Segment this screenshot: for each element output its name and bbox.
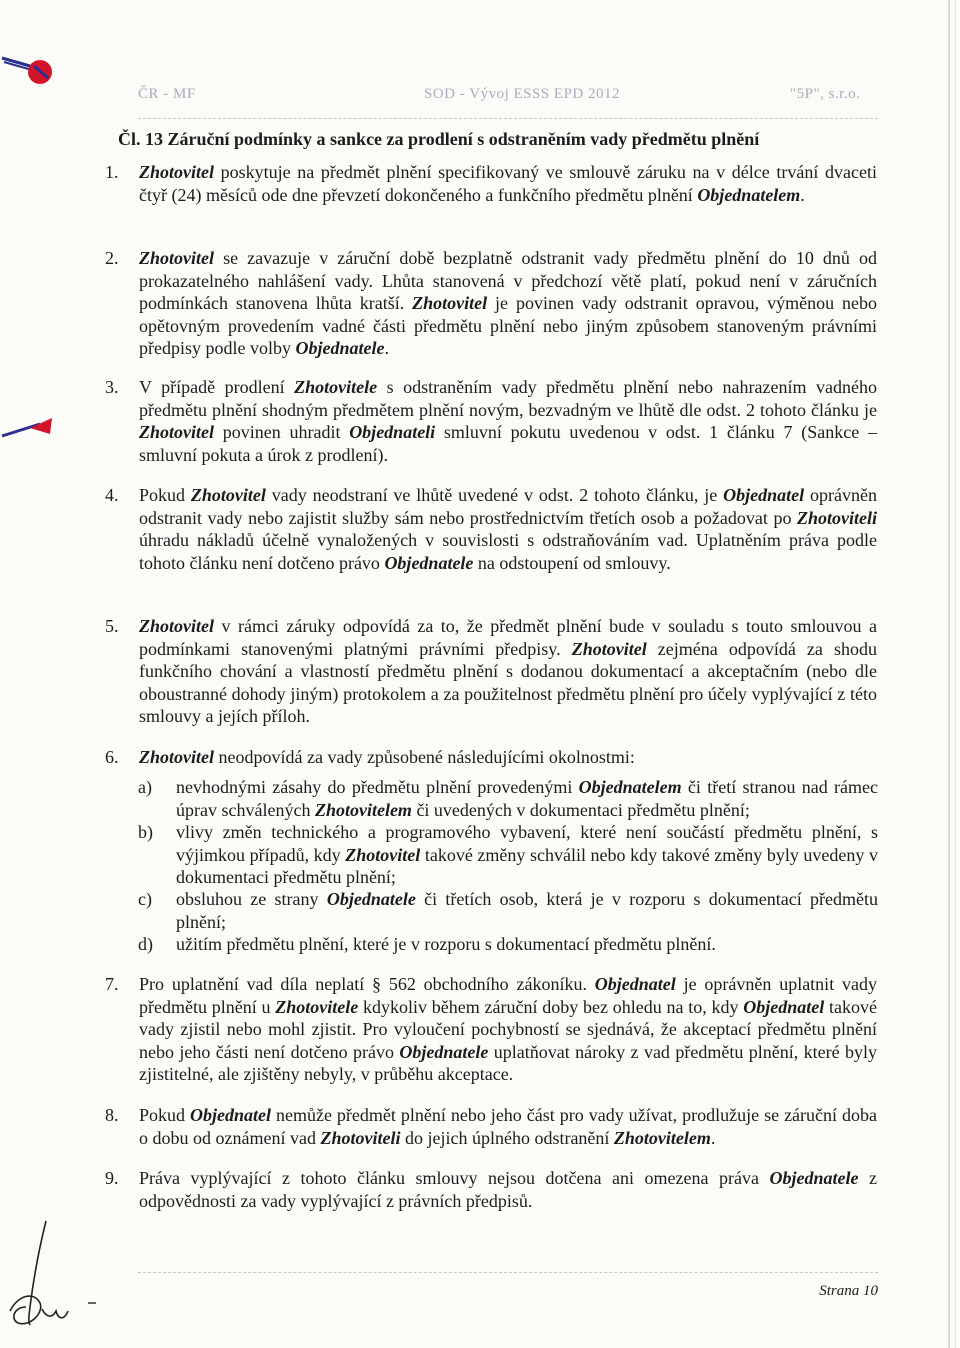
party-name: Zhotovitel [345,844,421,865]
text-run: smluvní pokutu uvedenou v odst. 1 článku 7 (Sankce – smluvní pokuta a úrok z prodlení). [139,422,877,465]
text-run: se zavazuje v záruční době bezplatně odstranit vady předmětu plnění do 10 dnů od prokazatelného nahlášení vady. Lhůta stanovená v předchozí větě platí, pokud není v záručních podmínkách stanovena lhůta kratší. [139,248,877,313]
handwritten-signature [0,1215,110,1335]
party-name: Objednatele [326,889,416,909]
text-run: či třetí stranou nad rámec úprav schválených [176,777,879,820]
subitem-text [176,888,878,933]
paragraph-5 [105,615,877,728]
subitem-d [138,933,878,956]
party-name: Objednatele [769,1168,859,1188]
paragraph-text [139,161,877,206]
scan-border-inner [955,0,956,1348]
subitem-a [138,776,878,821]
text-run: V případě prodlení [139,377,295,397]
subitem-label: a) [138,777,152,797]
party-name: Zhotovitel [139,747,214,767]
text-run: uplatňovat nároky z vad předmětu plnění, které byly zjistitelné, ale zjištěny nebyly, v průběhu akceptace. [139,1041,878,1084]
paragraph-number: 6. [105,747,119,767]
header-rule [138,118,878,119]
paragraph-text [139,746,877,769]
paragraph-text [139,973,877,1086]
text-run: Pokud [139,485,191,505]
paragraph-text [139,484,877,574]
subitem-label: c) [138,889,152,909]
stamp-mark-top [0,40,60,90]
paragraph-text [139,376,877,466]
party-name: Zhotovitel [139,162,214,182]
party-name: Objednatel [743,996,825,1017]
text-run: takové změny schválil nebo kdy takové změny byly uvedeny v dokumentaci předmětu plnění; [176,844,878,887]
party-name: Objednatel [594,974,676,994]
article-title: Čl. 13 Záruční podmínky a sankce za prodlení s odstraněním vady předmětu plnění [118,129,760,149]
header-center: SOD - Vývoj ESSS EPD 2012 [424,86,621,102]
text-run: je povinen vady odstranit opravou, výměnou nebo opětovným provedením vadné části předmětu plnění nebo jiným způsobem stanoveným právními předpisy podle volby [139,293,877,358]
text-run: poskytuje na předmět plnění specifikovaný ve smlouvě záruku na v délce trvání dvaceti čtyř (24) měsíců ode dne převzetí dokončeného a funkčního předmětu plnění [139,162,877,205]
subitem-text [176,776,878,821]
paragraph-8 [105,1104,877,1149]
text-run: obsluhou ze strany [176,889,327,909]
text-run: či uvedených v dokumentaci předmětu plnění; [411,799,750,820]
party-name: Objednatel [723,485,805,505]
text-run: nemůže předmět plnění nebo jeho část pro vady užívat, prodlužuje se záruční doba o dobu od oznámení vad [139,1105,877,1148]
paragraph-text [139,615,877,728]
party-name: Objednatele [384,552,474,573]
paragraph-4 [105,484,877,574]
page-number: Strana 10 [819,1283,878,1299]
paragraph-9 [105,1167,877,1212]
text-run: je oprávněn uplatnit vady předmětu plnění u [139,974,877,1017]
text-run: Práva vyplývající z tohoto článku smlouvy nejsou dotčena ani omezena práva [139,1168,770,1188]
paragraph-6 [105,746,877,769]
subitem-label: b) [138,822,153,842]
party-name: Zhotovitelem [613,1127,711,1148]
header-right: "5P", s.r.o. [790,86,861,102]
text-run: na odstoupení od smlouvy. [473,552,671,573]
paragraph-number: 5. [105,616,119,636]
text-run: z odpovědnosti za vady vyplývající z právních předpisů. [139,1168,877,1211]
party-name: Zhotovitel [571,638,647,659]
subitem-b [138,821,878,889]
text-run: vady neodstraní ve lhůtě uvedené v odst. 2 tohoto článku, je [265,485,724,505]
paragraph-text [139,247,877,360]
text-run: Pro uplatnění vad díla neplatí § 562 obchodního zákoníku. [139,974,595,994]
subitem-label: d) [138,934,153,954]
paragraph-number: 7. [105,974,119,994]
paragraph-number: 8. [105,1105,119,1125]
party-name: Zhotovitele [294,377,378,397]
party-name: Zhotoviteli [320,1127,401,1148]
paragraph-number: 9. [105,1168,119,1188]
text-run: s odstraněním vady předmětu plnění nebo nahrazením vadného předmětu plnění shodným předmětem plnění novým, bezvadným ve lhůtě dle odst. 2 tohoto článku je [139,377,877,420]
text-run: povinen uhradit [214,422,350,442]
text-run: zejména odpovídá za shodu funkčního chování a vlastností předmětu plnění s dodanou dokumentací a akceptačním (nebo dle oboustranné dohody jiným) protokolem a za použitelnost předmětu plnění pro účely vyplývající z této smlouvy a jejích příloh. [139,638,877,726]
paragraph-number: 3. [105,377,119,397]
text-run: nevhodnými zásahy do předmětu plnění provedenými [176,777,579,797]
party-name: Zhotovitel [139,422,214,442]
party-name: Objednatele [295,338,385,358]
text-run: . [800,184,805,205]
paragraph-3 [105,376,877,466]
text-run: neodpovídá za vady způsobené následujícími okolnostmi: [214,747,635,767]
paragraph-number: 2. [105,248,119,268]
header-left: ČR - MF [138,86,196,102]
paragraph-text [139,1104,877,1149]
text-run: či třetích osob, která je v rozporu s dokumentací předmětu plnění; [176,889,878,932]
party-name: Zhotovitele [275,996,359,1017]
text-run: oprávněn odstranit vady nebo zajistit služby sám nebo prostřednictvím třetích osob a požadovat po [139,485,877,528]
party-name: Objednatel [190,1105,271,1125]
party-name: Objednatelem [697,184,801,205]
party-name: Objednatelem [578,777,682,797]
party-name: Objednateli [349,422,436,442]
text-run: . [384,338,389,358]
paragraph-number: 1. [105,162,119,182]
party-name: Zhotovitel [190,485,266,505]
party-name: Zhotovitel [139,616,214,636]
text-run: úhradu nákladů účelně vynaložených v souvislosti s odstraňováním vad. Uplatněním práva podle tohoto článku není dotčeno právo [139,530,877,573]
text-run: kdykoliv během záruční doby bez ohledu na to, kdy [358,996,744,1017]
text-run: užitím předmětu plnění, které je v rozporu s dokumentací předmětu plnění. [176,934,716,954]
text-run: v rámci záruky odpovídá za to, že předmět plnění bude v souladu s touto smlouvou a podmínkami stanovenými platnými právními předpisy. [139,616,877,659]
paragraph-text [139,1167,877,1212]
subitem-text [176,933,878,956]
text-run: . [710,1127,716,1148]
text-run: vlivy změn technického a programového vybavení, které není součástí předmětu plnění, s výjimkou případů, kdy [176,822,878,865]
subitem-text [176,821,878,889]
text-run: do jejich úplného odstranění [400,1127,614,1148]
text-run: Pokud [139,1105,190,1125]
party-name: Zhotovitelem [314,799,412,820]
party-name: Zhotovitel [412,293,488,313]
stamp-mark-middle [0,410,60,450]
party-name: Zhotovitel [139,248,214,268]
scan-border [948,0,950,1348]
subitem-c [138,888,878,933]
text-run: takové vady zjistil nebo mohl zjistit. Pro vyloučení pochybností se sjednává, že akceptací předmětu plnění nebo jeho části není dotčeno právo [139,996,877,1062]
party-name: Zhotoviteli [797,507,877,528]
paragraph-7 [105,973,877,1086]
paragraph-1 [105,161,877,206]
paragraph-number: 4. [105,485,119,505]
footer-rule [138,1272,878,1273]
party-name: Objednatele [399,1041,489,1062]
paragraph-2 [105,247,877,360]
